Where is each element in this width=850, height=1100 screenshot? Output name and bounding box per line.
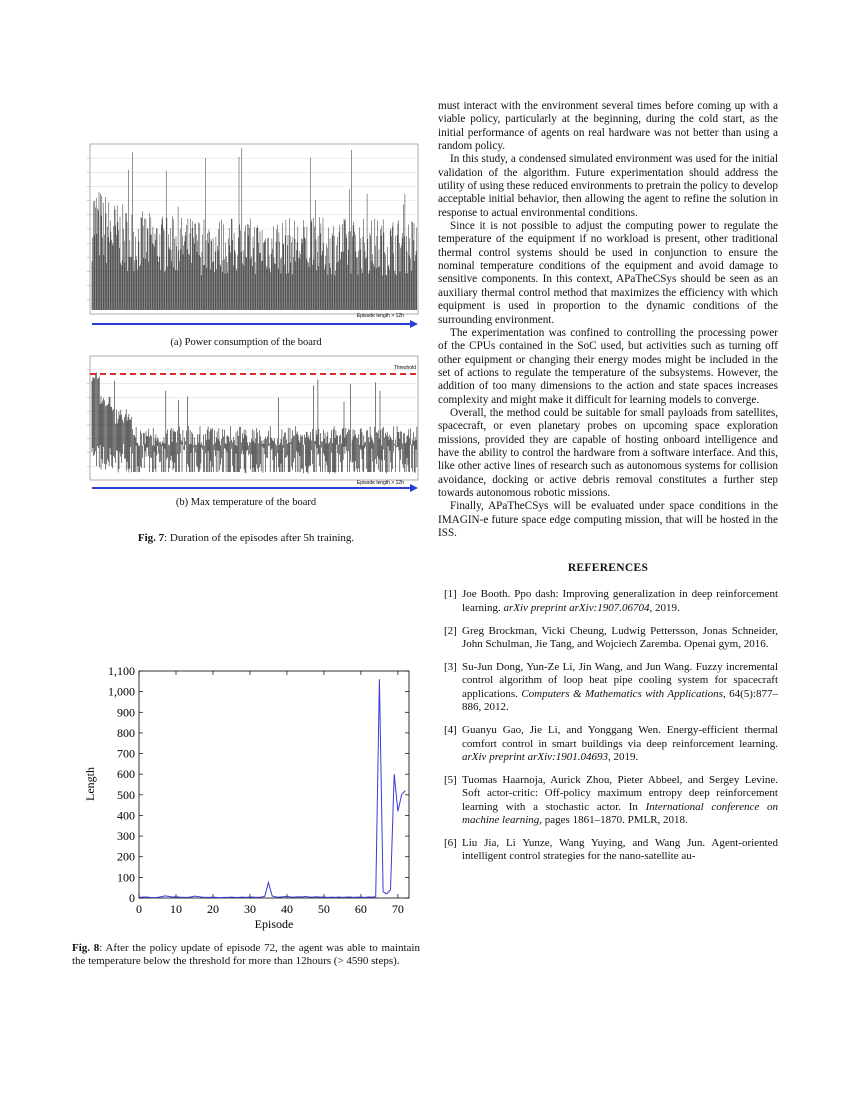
fig8-x-tick-label: 0 [136, 901, 142, 916]
fig8-x-tick-label: 70 [391, 901, 404, 916]
fig7-caption [72, 532, 420, 546]
references-list [438, 588, 778, 863]
reference-number: [2] [444, 624, 457, 637]
reference-pre: Tuomas Haarnoja, Aurick Zhou, Pieter Abbeel, and Sergey Levine. Soft actor-critic: Off-policy maximum entropy deep reinforcement learning with a stochastic actor. In [462, 773, 778, 813]
fig7b-arrow-label: Episode length > 12h [356, 480, 404, 486]
fig8-x-axis-label: Episode [254, 916, 294, 931]
paragraph-5: Overall, the method could be suitable for small payloads from satellites, spacecraft, or even planetary probes on upcoming space exploration missions, provided they are capable of hosting onboard intelligence and have the ability to control the hardware from a software interface. And this, like other active lines of research such as autonomous systems for collision avoidance, docking or active debris removal constitutes a further step towards autonomous robotic missions. [438, 406, 778, 499]
reference-post: , 2019. [649, 601, 680, 614]
fig8-y-tick-label: 1,100 [108, 663, 135, 678]
fig8-y-tick-label: 500 [117, 787, 135, 802]
fig8-x-tick-label: 60 [354, 901, 367, 916]
reference-venue: arXiv preprint arXiv:1907.06704 [503, 601, 650, 614]
reference-text [462, 588, 778, 615]
reference-text [462, 625, 778, 652]
reference-pre: Greg Brockman, Vicki Cheung, Ludwig Pettersson, Jonas Schneider, John Schulman, Jie Tang, and Wojciech Zaremba. Openai gym, 2016. [462, 624, 778, 651]
reference-post: , 2019. [607, 750, 639, 763]
fig8-length-chart [72, 662, 420, 934]
reference-pre: Guanyu Gao, Jie Li, and Yonggang Wen. Energy-efficient thermal comfort control in smart buildings via deep reinforcement learning. [462, 724, 778, 750]
fig8-x-tick-label: 50 [317, 901, 330, 916]
references-heading: REFERENCES [567, 562, 649, 575]
paragraph-2: In this study, a condensed simulated environment was used for the initial validation of the algorithm. Future experimentation should address the utility of using these reduced environments to pretrain the policy to develop acceptable initial behavior, then allowing the agent to refine the solution in response to actual environmental conditions. [438, 153, 778, 219]
reference-item [438, 661, 778, 715]
fig8-series-line [139, 679, 405, 897]
paragraph-6: Finally, APaTheCSys will be evaluated under space conditions in the IMAGIN-e future space edge computing mission, that will be hosted in the ISS. [438, 500, 778, 539]
fig7-caption-label: Fig. 7 [137, 532, 165, 544]
fig8-x-tick-label: 30 [243, 901, 256, 916]
fig8-y-tick-label: 200 [117, 849, 135, 864]
fig7b-subcaption: (b) Max temperature of the board [175, 497, 317, 508]
fig7b-arrow-head [410, 484, 418, 492]
reference-item [438, 588, 778, 615]
fig7b-threshold-label: Threshold [393, 365, 416, 371]
fig7-caption-text: : Duration of the episodes after 5h training. [164, 532, 355, 544]
right-column [438, 100, 778, 873]
reference-post: , 64(5):877–886, 2012. [462, 687, 778, 714]
fig8-caption [72, 942, 420, 969]
reference-venue: arXiv preprint arXiv:1901.04693 [462, 750, 608, 763]
fig7a-subcaption: (a) Power consumption of the board [170, 337, 322, 348]
fig8-y-ticks [108, 664, 409, 905]
fig8-y-tick-label: 0 [129, 890, 135, 905]
left-column [72, 100, 420, 969]
reference-number: [5] [444, 773, 457, 786]
paragraph-3: Since it is not possible to adjust the computing power to regulate the temperature of the equipment if no workload is present, other traditional thermal control systems should be used in conjunction to ensure the nominal temperature conditions of the equipment and avoid damage to sensitive components. In this context, APaTheCSys should be seen as an auxiliary thermal control method that maximizes the efficiency with which equipment is used in proportion to the dynamic conditions of the surrounding environment. [438, 220, 778, 326]
reference-item [438, 837, 778, 864]
fig8-x-ticks [136, 671, 404, 916]
fig8-y-tick-label: 700 [117, 746, 135, 761]
reference-item [438, 774, 778, 828]
reference-text [462, 837, 778, 864]
reference-item [438, 625, 778, 652]
reference-number: [6] [444, 836, 457, 849]
reference-venue: Computers & Mathematics with Applications [521, 687, 723, 700]
fig8-y-tick-label: 800 [117, 725, 135, 740]
fig8-y-tick-label: 100 [117, 869, 135, 884]
fig7a-arrow-label: Episode length > 12h [356, 313, 404, 319]
reference-post: , pages 1861–1870. PMLR, 2018. [539, 814, 688, 827]
fig8-y-tick-label: 400 [117, 807, 135, 822]
fig8-y-tick-label: 900 [117, 704, 135, 719]
fig8-axes-frame [139, 671, 409, 898]
fig7a-power-chart [72, 142, 420, 332]
fig8-caption-text: : After the policy update of episode 72, the agent was able to maintain the temperature below the threshold for more than 12hours (> 4590 steps). [72, 941, 420, 967]
fig8-caption-label: Fig. 8 [72, 941, 100, 954]
reference-text [462, 661, 778, 715]
fig8-x-tick-label: 20 [206, 901, 219, 916]
paragraph-1: must interact with the environment several times before coming up with a viable policy, particularly at the beginning, during the cold start, as the initial performance of agents on real hardware was not better than using a random policy. [438, 100, 778, 153]
reference-pre: Joe Booth. Ppo dash: Improving generalization in deep reinforcement learning. [462, 588, 778, 614]
reference-item [438, 724, 778, 764]
reference-number: [1] [444, 588, 457, 601]
reference-text [462, 724, 778, 764]
fig7a-arrow-head [410, 320, 418, 328]
reference-venue: International conference on machine learning [462, 800, 778, 827]
fig8-y-tick-label: 600 [117, 766, 135, 781]
fig8-x-tick-label: 10 [169, 901, 182, 916]
fig7b-temperature-chart [72, 354, 420, 494]
fig8-y-tick-label: 300 [117, 828, 135, 843]
fig8-x-tick-label: 40 [280, 901, 293, 916]
fig8-y-tick-label: 1,000 [108, 684, 135, 699]
paragraph-4: The experimentation was confined to controlling the processing power of the CPUs contained in the SoC used, but activities such as turning off other equipment or changing their energy modes might be included in the set of actions to regulate the temperature of the subsystems. However, the addition of too many dimensions to the action and state spaces increases complexity and might make it difficult for learning models to converge. [438, 326, 778, 406]
reference-pre: Liu Jia, Li Yunze, Wang Yuying, and Wang Jun. Agent-oriented intelligent control strategies for the nano-satellite au- [462, 836, 778, 863]
reference-number: [3] [444, 660, 457, 673]
reference-number: [4] [444, 724, 457, 737]
reference-pre: Su-Jun Dong, Yun-Ze Li, Jin Wang, and Jun Wang. Fuzzy incremental control algorithm of loop heat pipe cooling system for spacecraft applications. [462, 660, 778, 700]
reference-text [462, 774, 778, 828]
fig8-y-axis-label: Length [83, 766, 97, 801]
